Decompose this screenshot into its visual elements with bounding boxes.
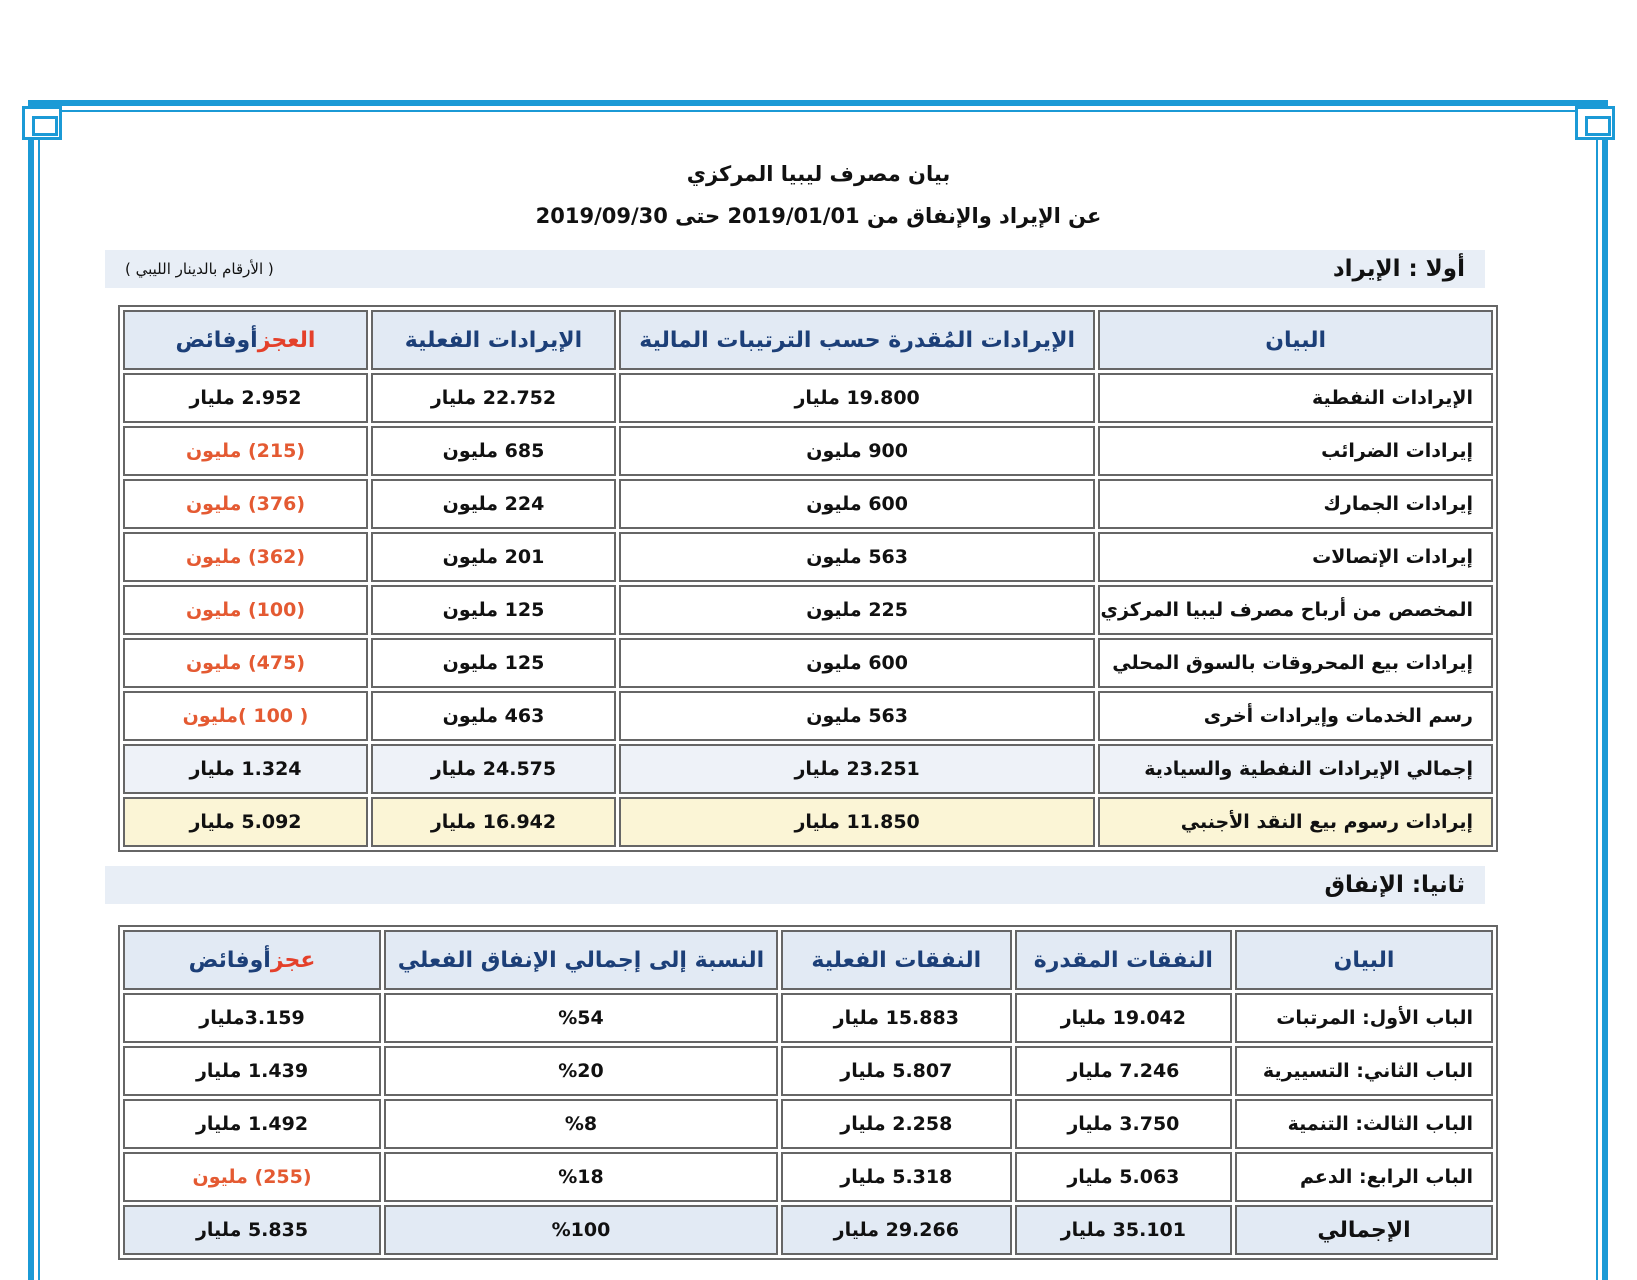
table-row: [123, 1046, 1493, 1096]
revenue-actual: 685 مليون: [371, 426, 616, 476]
revenue-estimated: 600 مليون: [619, 479, 1095, 529]
table-row: [123, 993, 1493, 1043]
expense-header-actual: النفقات الفعلية: [781, 930, 1012, 990]
revenue-estimated: 19.800 مليار: [619, 373, 1095, 423]
expense-item: الباب الرابع: الدعم: [1235, 1152, 1493, 1202]
revenue-item: إيرادات الضرائب: [1098, 426, 1493, 476]
revenue-section-bar: [105, 250, 1485, 288]
revenue-header-diff-red: العجز: [257, 327, 316, 353]
revenue-actual: 125 مليون: [371, 585, 616, 635]
revenue-item: إيرادات الإتصالات: [1098, 532, 1493, 582]
expense-estimated: 7.246 مليار: [1015, 1046, 1232, 1096]
revenue-estimated: 225 مليون: [619, 585, 1095, 635]
expense-ratio: %54: [384, 993, 778, 1043]
table-row: [123, 1099, 1493, 1149]
revenue-item: الإيرادات النفطية: [1098, 373, 1493, 423]
expense-section-title: ثانيا: الإنفاق: [1324, 872, 1465, 898]
revenue-actual: 125 مليون: [371, 638, 616, 688]
revenue-item: المخصص من أرباح مصرف ليبيا المركزي: [1098, 585, 1493, 635]
expense-item: الباب الثاني: التسييرية: [1235, 1046, 1493, 1096]
expense-item: الباب الأول: المرتبات: [1235, 993, 1493, 1043]
revenue-estimated: 563 مليون: [619, 691, 1095, 741]
expense-header-diff-rest: أوفائض: [188, 947, 271, 973]
expense-actual: 5.807 مليار: [781, 1046, 1012, 1096]
expense-header-estimated: النفقات المقدرة: [1015, 930, 1232, 990]
expense-ratio: %20: [384, 1046, 778, 1096]
revenue-diff: (215) مليون: [123, 426, 368, 476]
revenue-estimated: 563 مليون: [619, 532, 1095, 582]
revenue-item: إيرادات بيع المحروقات بالسوق المحلي: [1098, 638, 1493, 688]
expense-header-diff: [123, 930, 381, 990]
revenue-actual: 201 مليون: [371, 532, 616, 582]
expense-estimated: 35.101 مليار: [1015, 1205, 1232, 1255]
revenue-item: إيرادات رسوم بيع النقد الأجنبي: [1098, 797, 1493, 847]
revenue-table: [118, 305, 1498, 852]
revenue-section-title: أولا : الإيراد: [1332, 256, 1465, 282]
revenue-header-actual: الإيرادات الفعلية: [371, 310, 616, 370]
revenue-header-row: [123, 310, 1493, 370]
revenue-item: رسم الخدمات وإيرادات أخرى: [1098, 691, 1493, 741]
expense-actual: 15.883 مليار: [781, 993, 1012, 1043]
revenue-header-diff-rest: أوفائض: [175, 327, 258, 353]
expense-total-row: [123, 1205, 1493, 1255]
revenue-estimated: 600 مليون: [619, 638, 1095, 688]
table-row: [123, 1152, 1493, 1202]
expense-actual: 29.266 مليار: [781, 1205, 1012, 1255]
revenue-actual: 24.575 مليار: [371, 744, 616, 794]
expense-estimated: 5.063 مليار: [1015, 1152, 1232, 1202]
table-row: [123, 532, 1493, 582]
frame-corner-ornament: [22, 106, 62, 140]
revenue-actual: 16.942 مليار: [371, 797, 616, 847]
revenue-item: إيرادات الجمارك: [1098, 479, 1493, 529]
expense-section-bar: [105, 866, 1485, 904]
frame-corner-ornament: [1575, 106, 1615, 140]
revenue-estimated: 23.251 مليار: [619, 744, 1095, 794]
table-row: [123, 479, 1493, 529]
revenue-diff: 2.952 مليار: [123, 373, 368, 423]
expense-actual: 5.318 مليار: [781, 1152, 1012, 1202]
expense-header-item: البيان: [1235, 930, 1493, 990]
revenue-actual: 22.752 مليار: [371, 373, 616, 423]
revenue-diff: ( 100 )مليون: [123, 691, 368, 741]
expense-header-ratio: النسبة إلى إجمالي الإنفاق الفعلي: [384, 930, 778, 990]
expense-diff: 1.439 مليار: [123, 1046, 381, 1096]
revenue-estimated: 11.850 مليار: [619, 797, 1095, 847]
expense-item: الإجمالي: [1235, 1205, 1493, 1255]
revenue-diff: (100) مليون: [123, 585, 368, 635]
revenue-diff: 5.092 مليار: [123, 797, 368, 847]
document-title: بيان مصرف ليبيا المركزي: [686, 162, 951, 186]
table-row: [123, 426, 1493, 476]
revenue-header-item: البيان: [1098, 310, 1493, 370]
expense-estimated: 19.042 مليار: [1015, 993, 1232, 1043]
table-row: [123, 585, 1493, 635]
expense-ratio: %18: [384, 1152, 778, 1202]
revenue-total-row: [123, 744, 1493, 794]
expense-table: [118, 925, 1498, 1260]
expense-estimated: 3.750 مليار: [1015, 1099, 1232, 1149]
revenue-header-estimated: الإيرادات المُقدرة حسب الترتيبات المالية: [619, 310, 1095, 370]
expense-ratio: %8: [384, 1099, 778, 1149]
revenue-diff: 1.324 مليار: [123, 744, 368, 794]
expense-item: الباب الثالث: التنمية: [1235, 1099, 1493, 1149]
revenue-diff: (475) مليون: [123, 638, 368, 688]
revenue-actual: 463 مليون: [371, 691, 616, 741]
table-row: [123, 638, 1493, 688]
expense-diff: 3.159مليار: [123, 993, 381, 1043]
revenue-item: إجمالي الإيرادات النفطية والسيادية: [1098, 744, 1493, 794]
revenue-diff: (376) مليون: [123, 479, 368, 529]
expense-diff: 1.492 مليار: [123, 1099, 381, 1149]
revenue-actual: 224 مليون: [371, 479, 616, 529]
table-row: [123, 691, 1493, 741]
currency-note: ( الأرقام بالدينار الليبي ): [125, 260, 274, 278]
expense-header-diff-red: عجز: [270, 947, 316, 973]
expense-header-row: [123, 930, 1493, 990]
expense-actual: 2.258 مليار: [781, 1099, 1012, 1149]
expense-ratio: %100: [384, 1205, 778, 1255]
revenue-diff: (362) مليون: [123, 532, 368, 582]
revenue-header-diff: [123, 310, 368, 370]
revenue-fx-row: [123, 797, 1493, 847]
revenue-estimated: 900 مليون: [619, 426, 1095, 476]
expense-diff: (255) مليون: [123, 1152, 381, 1202]
expense-diff: 5.835 مليار: [123, 1205, 381, 1255]
document-subtitle: عن الإيراد والإنفاق من 2019/01/01 حتى 2019/09/30: [535, 204, 1102, 228]
table-row: [123, 373, 1493, 423]
